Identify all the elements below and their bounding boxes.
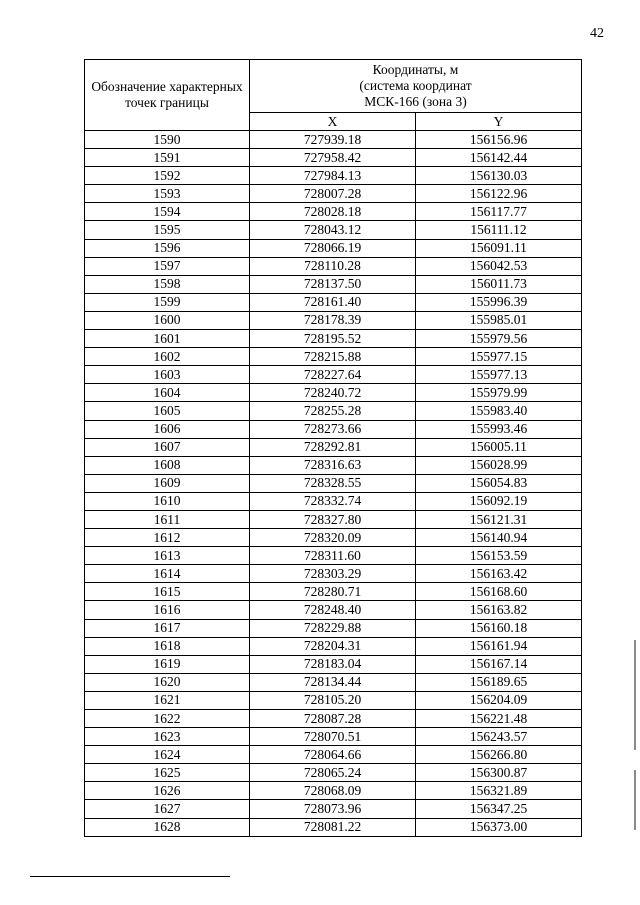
table-row: [85, 131, 582, 149]
x-coordinate-cell: 728068.09: [250, 782, 416, 800]
table-row: [85, 311, 582, 329]
scan-edge-mark: [634, 640, 636, 750]
table-row: [85, 275, 582, 293]
y-coordinate-cell: 155977.15: [416, 348, 582, 366]
point-number-cell: 1625: [85, 764, 250, 782]
x-coordinate-cell: 728007.28: [250, 185, 416, 203]
point-number-cell: 1605: [85, 402, 250, 420]
x-coordinate-cell: 728255.28: [250, 402, 416, 420]
x-coordinate-cell: 728311.60: [250, 547, 416, 565]
y-coordinate-cell: 156204.09: [416, 691, 582, 709]
table-row: [85, 764, 582, 782]
x-coordinate-cell: 728332.74: [250, 492, 416, 510]
table-row: [85, 366, 582, 384]
table-row: [85, 456, 582, 474]
y-coordinate-cell: 156221.48: [416, 710, 582, 728]
point-number-cell: 1624: [85, 746, 250, 764]
table-body: [85, 131, 582, 837]
point-number-cell: 1619: [85, 655, 250, 673]
point-number-cell: 1592: [85, 167, 250, 185]
point-number-cell: 1597: [85, 257, 250, 275]
y-coordinate-cell: 156153.59: [416, 547, 582, 565]
x-coordinate-cell: 728137.50: [250, 275, 416, 293]
y-coordinate-cell: 156160.18: [416, 619, 582, 637]
coordinates-table: [84, 59, 582, 837]
x-coordinate-cell: 728280.71: [250, 583, 416, 601]
y-coordinate-cell: 155983.40: [416, 402, 582, 420]
table-row: [85, 384, 582, 402]
y-coordinate-cell: 156321.89: [416, 782, 582, 800]
table-row: [85, 203, 582, 221]
y-coordinate-cell: 156091.11: [416, 239, 582, 257]
y-coordinate-cell: 156111.12: [416, 221, 582, 239]
x-coordinate-cell: 728273.66: [250, 420, 416, 438]
point-number-cell: 1618: [85, 637, 250, 655]
point-number-cell: 1591: [85, 149, 250, 167]
y-coordinate-cell: 155977.13: [416, 366, 582, 384]
table-row: [85, 565, 582, 583]
footnote-separator: [30, 876, 230, 877]
point-number-cell: 1626: [85, 782, 250, 800]
point-number-cell: 1595: [85, 221, 250, 239]
y-coordinate-cell: 156167.14: [416, 655, 582, 673]
x-coordinate-cell: 727984.13: [250, 167, 416, 185]
x-coordinate-cell: 728073.96: [250, 800, 416, 818]
table-row: [85, 691, 582, 709]
point-number-cell: 1620: [85, 673, 250, 691]
table-row: [85, 746, 582, 764]
point-number-cell: 1603: [85, 366, 250, 384]
table-row: [85, 330, 582, 348]
y-coordinate-cell: 156011.73: [416, 275, 582, 293]
y-coordinate-cell: 156092.19: [416, 492, 582, 510]
x-coordinate-cell: 728204.31: [250, 637, 416, 655]
point-number-cell: 1623: [85, 728, 250, 746]
point-number-cell: 1607: [85, 438, 250, 456]
coordinates-header: [250, 60, 582, 113]
y-header: Y: [416, 113, 582, 131]
y-coordinate-cell: 155993.46: [416, 420, 582, 438]
table-row: [85, 637, 582, 655]
x-coordinate-cell: 728195.52: [250, 330, 416, 348]
x-coordinate-cell: 728070.51: [250, 728, 416, 746]
x-coordinate-cell: 727958.42: [250, 149, 416, 167]
point-number-cell: 1596: [85, 239, 250, 257]
y-coordinate-cell: 156373.00: [416, 818, 582, 836]
point-number-cell: 1621: [85, 691, 250, 709]
point-number-cell: 1628: [85, 818, 250, 836]
table-row: [85, 782, 582, 800]
point-number-cell: 1611: [85, 510, 250, 528]
x-coordinate-cell: 728303.29: [250, 565, 416, 583]
point-number-cell: 1610: [85, 492, 250, 510]
x-coordinate-cell: 728087.28: [250, 710, 416, 728]
x-coordinate-cell: 728320.09: [250, 529, 416, 547]
x-coordinate-cell: 728240.72: [250, 384, 416, 402]
y-coordinate-cell: 156243.57: [416, 728, 582, 746]
x-coordinate-cell: 727939.18: [250, 131, 416, 149]
table-row: [85, 583, 582, 601]
point-number-cell: 1601: [85, 330, 250, 348]
y-coordinate-cell: 156005.11: [416, 438, 582, 456]
y-coordinate-cell: 155985.01: [416, 311, 582, 329]
x-coordinate-cell: 728328.55: [250, 474, 416, 492]
point-number-cell: 1593: [85, 185, 250, 203]
table-row: [85, 510, 582, 528]
y-coordinate-cell: 156142.44: [416, 149, 582, 167]
point-number-cell: 1598: [85, 275, 250, 293]
y-coordinate-cell: 156161.94: [416, 637, 582, 655]
point-number-cell: 1594: [85, 203, 250, 221]
table-row: [85, 167, 582, 185]
table-row: [85, 818, 582, 836]
point-number-cell: 1616: [85, 601, 250, 619]
x-coordinate-cell: 728081.22: [250, 818, 416, 836]
y-coordinate-cell: 156054.83: [416, 474, 582, 492]
table-row: [85, 257, 582, 275]
point-number-cell: 1602: [85, 348, 250, 366]
x-coordinate-cell: 728215.88: [250, 348, 416, 366]
y-coordinate-cell: 156042.53: [416, 257, 582, 275]
table-row: [85, 474, 582, 492]
y-coordinate-cell: 156168.60: [416, 583, 582, 601]
x-coordinate-cell: 728161.40: [250, 293, 416, 311]
x-coordinate-cell: 728134.44: [250, 673, 416, 691]
x-coordinate-cell: 728227.64: [250, 366, 416, 384]
y-coordinate-cell: 156122.96: [416, 185, 582, 203]
table-row: [85, 402, 582, 420]
table-row: [85, 348, 582, 366]
y-coordinate-cell: 156347.25: [416, 800, 582, 818]
x-coordinate-cell: 728065.24: [250, 764, 416, 782]
table-row: [85, 221, 582, 239]
y-coordinate-cell: 156300.87: [416, 764, 582, 782]
x-coordinate-cell: 728327.80: [250, 510, 416, 528]
table-row: [85, 438, 582, 456]
y-coordinate-cell: 156121.31: [416, 510, 582, 528]
y-coordinate-cell: 156266.80: [416, 746, 582, 764]
y-coordinate-cell: 155979.56: [416, 330, 582, 348]
table-row: [85, 185, 582, 203]
point-number-cell: 1600: [85, 311, 250, 329]
x-coordinate-cell: 728066.19: [250, 239, 416, 257]
y-coordinate-cell: 156130.03: [416, 167, 582, 185]
x-coordinate-cell: 728043.12: [250, 221, 416, 239]
point-number-cell: 1622: [85, 710, 250, 728]
point-number-cell: 1608: [85, 456, 250, 474]
y-coordinate-cell: 155979.99: [416, 384, 582, 402]
y-coordinate-cell: 156028.99: [416, 456, 582, 474]
x-coordinate-cell: 728248.40: [250, 601, 416, 619]
table-row: [85, 655, 582, 673]
x-coordinate-cell: 728110.28: [250, 257, 416, 275]
y-coordinate-cell: 156117.77: [416, 203, 582, 221]
coordinates-header-line-1: Координаты, м: [372, 62, 459, 77]
table-row: [85, 149, 582, 167]
table-row: [85, 293, 582, 311]
scan-edge-mark: [634, 770, 636, 830]
coordinates-header-line-3: МСК-166 (зона 3): [364, 94, 467, 109]
point-number-cell: 1590: [85, 131, 250, 149]
coordinates-header-line-2: (система координат: [359, 78, 472, 93]
point-number-cell: 1615: [85, 583, 250, 601]
table-row: [85, 420, 582, 438]
table-row: [85, 710, 582, 728]
y-coordinate-cell: 156163.42: [416, 565, 582, 583]
x-header: X: [250, 113, 416, 131]
table-row: [85, 492, 582, 510]
table-row: [85, 547, 582, 565]
y-coordinate-cell: 156156.96: [416, 131, 582, 149]
point-number-cell: 1617: [85, 619, 250, 637]
x-coordinate-cell: 728183.04: [250, 655, 416, 673]
y-coordinate-cell: 156163.82: [416, 601, 582, 619]
table-row: [85, 673, 582, 691]
point-number-cell: 1609: [85, 474, 250, 492]
page-number: 42: [590, 26, 604, 41]
table-row: [85, 800, 582, 818]
x-coordinate-cell: 728105.20: [250, 691, 416, 709]
x-coordinate-cell: 728229.88: [250, 619, 416, 637]
table-row: [85, 529, 582, 547]
x-coordinate-cell: 728028.18: [250, 203, 416, 221]
x-coordinate-cell: 728292.81: [250, 438, 416, 456]
point-number-cell: 1627: [85, 800, 250, 818]
table-row: [85, 601, 582, 619]
table-row: [85, 239, 582, 257]
point-number-cell: 1612: [85, 529, 250, 547]
x-coordinate-cell: 728316.63: [250, 456, 416, 474]
point-number-cell: 1606: [85, 420, 250, 438]
y-coordinate-cell: 156189.65: [416, 673, 582, 691]
x-coordinate-cell: 728178.39: [250, 311, 416, 329]
point-number-cell: 1604: [85, 384, 250, 402]
point-number-cell: 1599: [85, 293, 250, 311]
table-row: [85, 728, 582, 746]
point-number-cell: 1613: [85, 547, 250, 565]
x-coordinate-cell: 728064.66: [250, 746, 416, 764]
point-number-cell: 1614: [85, 565, 250, 583]
y-coordinate-cell: 155996.39: [416, 293, 582, 311]
y-coordinate-cell: 156140.94: [416, 529, 582, 547]
table-row: [85, 619, 582, 637]
points-header: Обозначение характерных точек границы: [85, 60, 250, 131]
